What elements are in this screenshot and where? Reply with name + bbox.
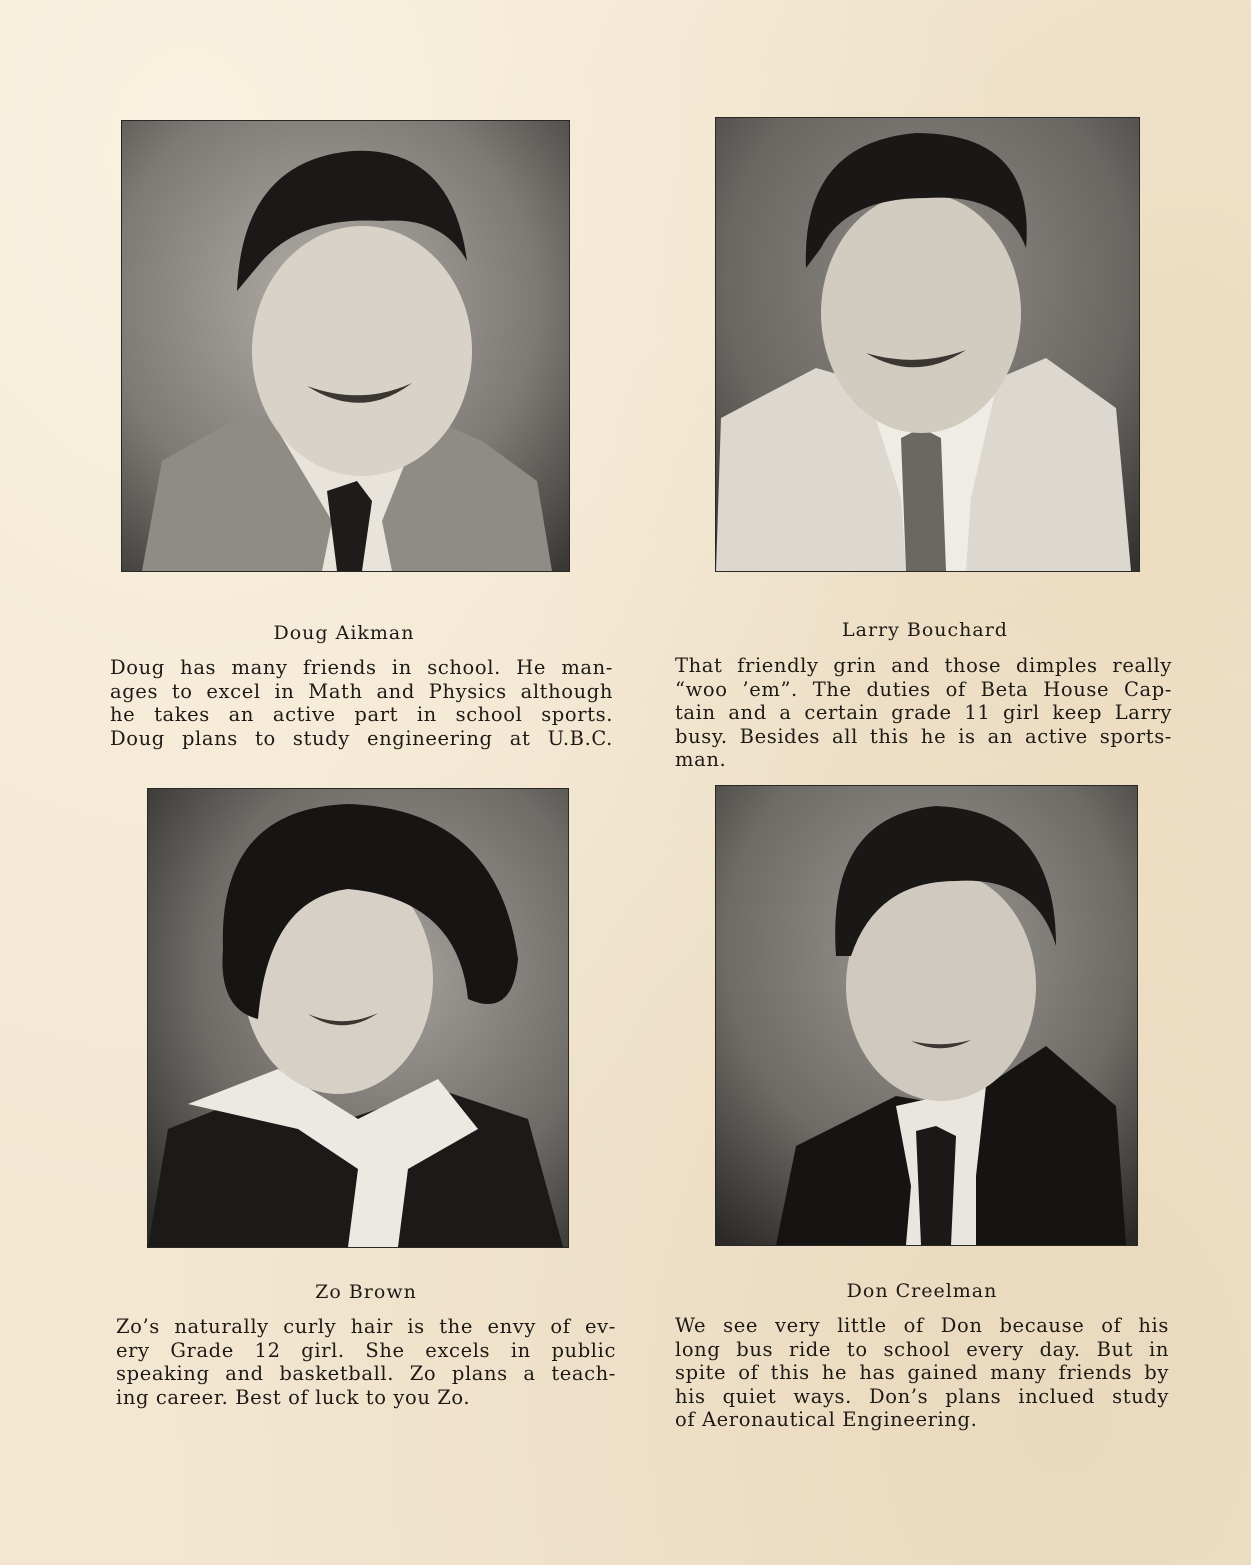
bio-line: “woo ’em”. The duties of Beta House Cap- — [675, 677, 1172, 701]
bio-line: busy. Besides all this he is an active sports- — [675, 724, 1172, 748]
student-bio — [116, 1315, 616, 1409]
bio-line: spite of this he has gained many friends by — [675, 1361, 1169, 1384]
bio-line: long bus ride to school every day. But in — [675, 1337, 1169, 1361]
bio-line: of Aeronautical Engineering. — [675, 1408, 978, 1431]
portrait-photo-larry-bouchard — [716, 118, 1139, 571]
portrait-photo-zo-brown — [148, 789, 568, 1247]
student-name: Don Creelman — [846, 1280, 998, 1302]
bio-line: his quiet ways. Don’s plans inclued study — [675, 1384, 1169, 1408]
bio-line: Doug plans to study engineering at U.B.C. — [110, 726, 613, 750]
portrait-photo-doug-aikman — [122, 121, 569, 571]
bio-line: Zo’s naturally curly hair is the envy of ev- — [116, 1315, 616, 1338]
bio-line: Doug has many friends in school. He man- — [110, 656, 613, 679]
student-bio — [110, 656, 613, 750]
bio-line: tain and a certain grade 11 girl keep Larry — [675, 701, 1172, 724]
student-bio — [675, 654, 1172, 772]
student-name: Zo Brown — [315, 1281, 417, 1303]
bio-line: ing career. Best of luck to you Zo. — [116, 1385, 471, 1409]
bio-line: speaking and basketball. Zo plans a teach- — [116, 1362, 616, 1385]
bio-line: We see very little of Don because of his — [675, 1314, 1169, 1337]
student-name: Doug Aikman — [273, 622, 415, 644]
bio-line: he takes an active part in school sports. — [110, 703, 613, 726]
bio-line: That friendly grin and those dimples really — [675, 654, 1172, 677]
student-bio — [675, 1314, 1169, 1432]
bio-line: man. — [675, 748, 727, 771]
bio-line: ery Grade 12 girl. She excels in public — [116, 1338, 616, 1362]
student-name: Larry Bouchard — [842, 619, 1008, 641]
portrait-photo-don-creelman — [716, 786, 1137, 1245]
bio-line: ages to excel in Math and Physics although — [110, 679, 613, 703]
